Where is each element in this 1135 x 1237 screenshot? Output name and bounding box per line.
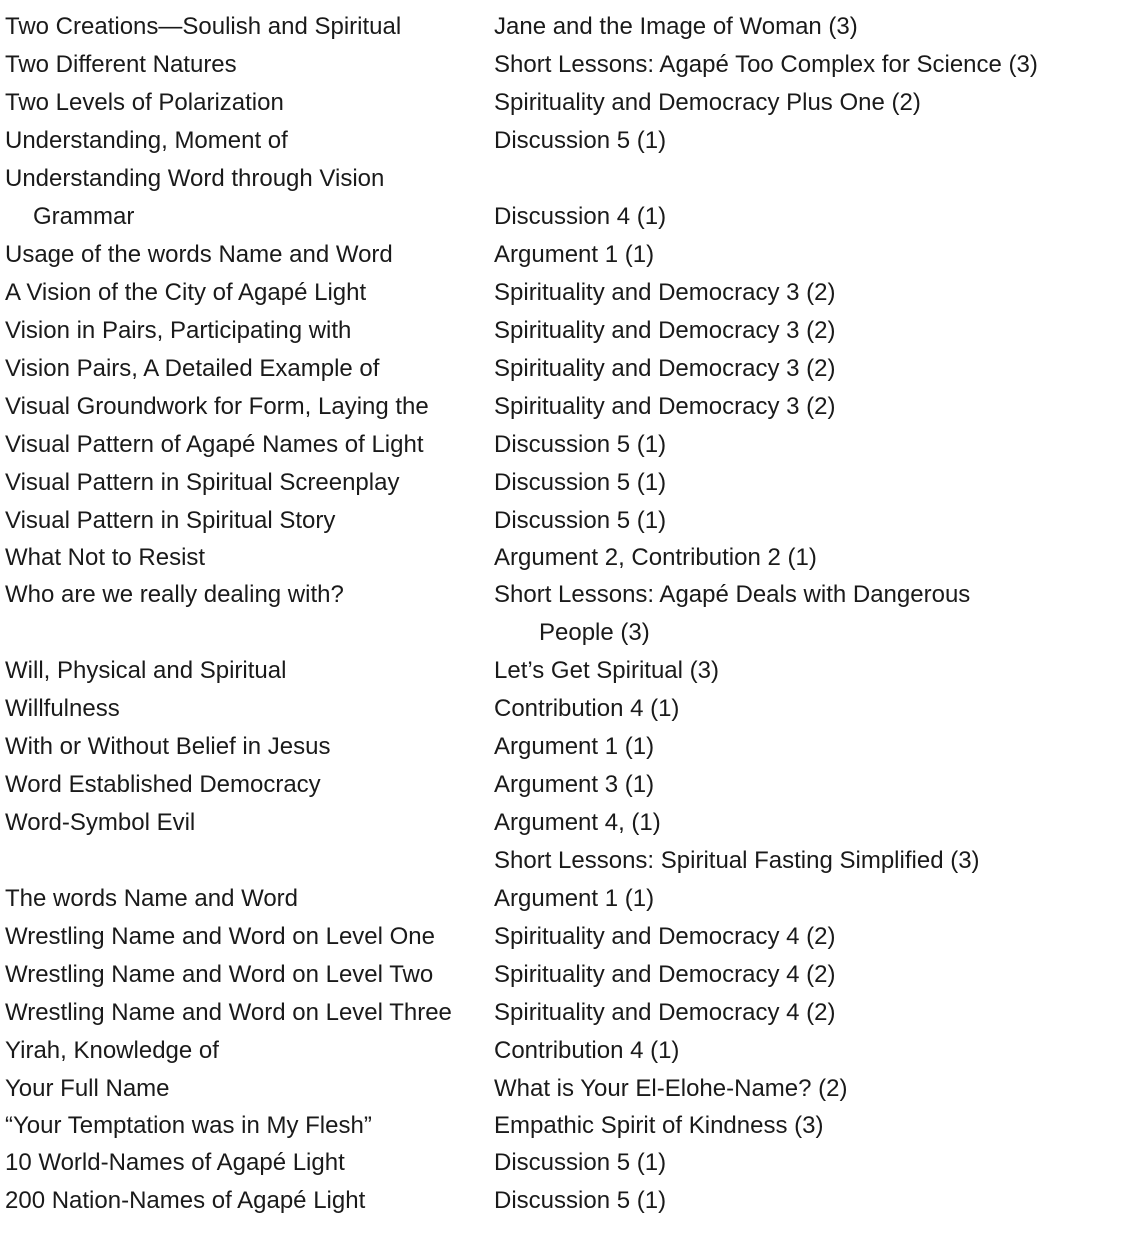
index-entry	[5, 918, 1130, 956]
index-entry	[5, 46, 1130, 84]
index-reference: Argument 1 (1)	[494, 885, 655, 912]
index-entry	[5, 312, 1130, 350]
index-term: Willfulness	[5, 695, 120, 722]
index-term: Visual Pattern of Agapé Names of Light	[5, 431, 424, 458]
index-entry	[5, 956, 1130, 994]
index-term: Understanding Word through Vision	[5, 165, 385, 192]
index-term: Visual Groundwork for Form, Laying the	[5, 393, 429, 420]
index-reference: Discussion 5 (1)	[494, 469, 667, 496]
index-reference: Spirituality and Democracy 3 (2)	[494, 393, 836, 420]
index-reference: Argument 4, (1)	[494, 809, 661, 836]
index-reference: What is Your El-Elohe-Name? (2)	[494, 1075, 848, 1102]
index-entry	[5, 652, 1130, 690]
index-entry	[5, 614, 1130, 652]
index-entry	[5, 160, 1130, 198]
index-term: Wrestling Name and Word on Level Three	[5, 999, 452, 1026]
index-reference: Short Lessons: Spiritual Fasting Simplified (3)	[494, 847, 980, 874]
index-term: “Your Temptation was in My Flesh”	[5, 1112, 372, 1139]
index-entry	[5, 198, 1130, 236]
index-term: Usage of the words Name and Word	[5, 241, 393, 268]
index-term: Yirah, Knowledge of	[5, 1037, 219, 1064]
index-reference: Spirituality and Democracy 4 (2)	[494, 923, 836, 950]
index-reference: Contribution 4 (1)	[494, 695, 680, 722]
index-term: Vision Pairs, A Detailed Example of	[5, 355, 380, 382]
index-entry	[5, 1182, 1130, 1220]
index-reference: Spirituality and Democracy 3 (2)	[494, 317, 836, 344]
index-term: Two Levels of Polarization	[5, 89, 284, 116]
index-entry	[5, 728, 1130, 766]
index-term: Will, Physical and Spiritual	[5, 657, 287, 684]
index-reference: Spirituality and Democracy 4 (2)	[494, 999, 836, 1026]
index-reference: Spirituality and Democracy 3 (2)	[494, 355, 836, 382]
index-reference: Let’s Get Spiritual (3)	[494, 657, 719, 684]
index-reference: Short Lessons: Agapé Deals with Dangerous	[494, 581, 971, 608]
index-reference: Spirituality and Democracy 3 (2)	[494, 279, 836, 306]
index-entry	[5, 426, 1130, 464]
index-term: Word Established Democracy	[5, 771, 321, 798]
index-entry	[5, 540, 1130, 576]
index-term: Wrestling Name and Word on Level One	[5, 923, 435, 950]
index-term-continuation: Grammar	[33, 203, 135, 230]
index-entry	[5, 842, 1130, 880]
index-term: What Not to Resist	[5, 544, 206, 571]
index-reference: Argument 1 (1)	[494, 241, 655, 268]
index-entry	[5, 464, 1130, 502]
index-entry	[5, 576, 1130, 614]
index-term: Understanding, Moment of	[5, 127, 288, 154]
index-reference: Discussion 4 (1)	[494, 203, 667, 230]
index-reference: Discussion 5 (1)	[494, 1187, 667, 1214]
index-reference: Discussion 5 (1)	[494, 431, 667, 458]
index-entry	[5, 84, 1130, 122]
index-term: Two Creations—Soulish and Spiritual	[5, 13, 402, 40]
index-entry	[5, 766, 1130, 804]
index-reference: Discussion 5 (1)	[494, 507, 667, 534]
index-entry	[5, 274, 1130, 312]
index-entry	[5, 994, 1130, 1032]
index-entry	[5, 804, 1130, 842]
index-term: The words Name and Word	[5, 885, 299, 912]
index-term: With or Without Belief in Jesus	[5, 733, 331, 760]
index-entry	[5, 122, 1130, 160]
index-term: 200 Nation-Names of Agapé Light	[5, 1187, 366, 1214]
index-entry	[5, 350, 1130, 388]
index-entry	[5, 236, 1130, 274]
index-term: Vision in Pairs, Participating with	[5, 317, 352, 344]
index-reference: Discussion 5 (1)	[494, 127, 667, 154]
index-term: Two Different Natures	[5, 51, 237, 78]
index-entry	[5, 690, 1130, 728]
index-reference: Contribution 4 (1)	[494, 1037, 680, 1064]
index-term	[5, 842, 494, 880]
index-term: Visual Pattern in Spiritual Story	[5, 507, 336, 534]
index-term: Visual Pattern in Spiritual Screenplay	[5, 469, 400, 496]
index-entry	[5, 502, 1130, 540]
index-reference: Spirituality and Democracy 4 (2)	[494, 961, 836, 988]
index-term: Who are we really dealing with?	[5, 581, 344, 608]
index-reference	[494, 160, 1130, 198]
index-reference: Argument 3 (1)	[494, 771, 655, 798]
index-term: Your Full Name	[5, 1075, 170, 1102]
index-entry	[5, 1070, 1130, 1108]
index-reference: Jane and the Image of Woman (3)	[494, 13, 858, 40]
index-term: Wrestling Name and Word on Level Two	[5, 961, 434, 988]
index-entry	[5, 1108, 1130, 1144]
index-reference: Empathic Spirit of Kindness (3)	[494, 1112, 824, 1139]
index-list	[5, 8, 1130, 1220]
index-term	[5, 614, 494, 652]
index-term: Word-Symbol Evil	[5, 809, 196, 836]
index-term: A Vision of the City of Agapé Light	[5, 279, 367, 306]
index-reference: Argument 1 (1)	[494, 733, 655, 760]
index-term: 10 World-Names of Agapé Light	[5, 1149, 345, 1176]
index-reference: Argument 2, Contribution 2 (1)	[494, 544, 817, 571]
index-entry	[5, 880, 1130, 918]
index-entry	[5, 1032, 1130, 1070]
index-reference: Short Lessons: Agapé Too Complex for Science (3)	[494, 51, 1038, 78]
index-reference: Discussion 5 (1)	[494, 1149, 667, 1176]
index-entry	[5, 388, 1130, 426]
index-entry	[5, 1144, 1130, 1182]
index-reference-continuation: People (3)	[539, 619, 650, 646]
index-reference: Spirituality and Democracy Plus One (2)	[494, 89, 921, 116]
index-entry	[5, 8, 1130, 46]
